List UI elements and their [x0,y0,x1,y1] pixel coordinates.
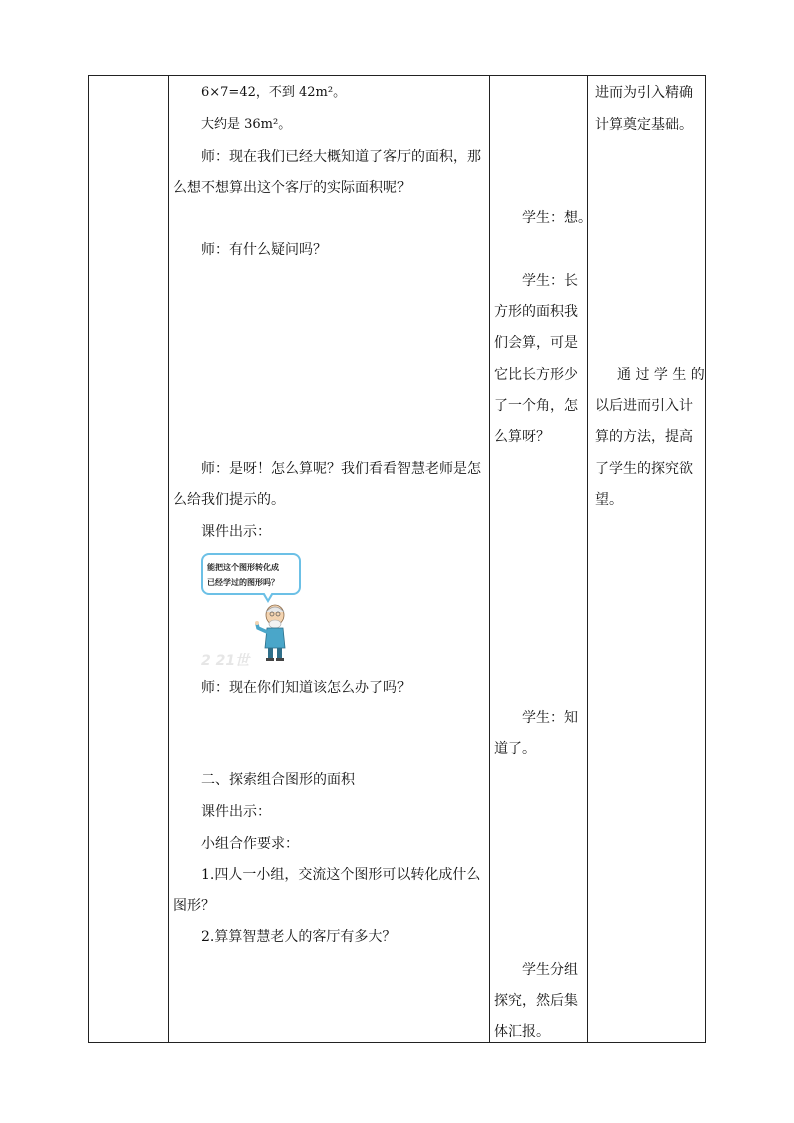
text-line: 学生分组 [522,962,578,978]
text-line: 探究，然后集 [494,993,578,1009]
text-line: 师：现在我们已经大概知道了客厅的面积，那 [201,149,481,165]
text-line: 图形？ [173,898,215,914]
speech-bubble [201,553,301,595]
text-line: 它比长方形少 [494,367,578,383]
text-line: 么算呀？ [494,429,550,445]
bubble-text: 能把这个图形转化成 [207,563,279,572]
text-line: 道了。 [494,741,536,757]
text-line: 了学生的探究欲 [595,461,693,477]
text-line: 师：现在你们知道该怎么办了吗？ [201,680,411,696]
watermark-text: 2 21世 [201,653,250,669]
text-line: 们会算，可是 [494,335,578,351]
text-line: 进而为引入精确 [595,85,693,101]
text-line: 小组合作要求： [201,836,299,852]
text-line: 2.算算智慧老人的客厅有多大？ [201,929,397,945]
section-heading: 二、探索组合图形的面积 [201,772,355,788]
text-line: 体汇报。 [494,1024,550,1040]
text-line: 学生：知 [522,710,578,726]
text-line: 学生：长 [522,273,578,289]
text-line: 课件出示： [201,804,271,820]
text-line: 课件出示： [201,524,271,540]
text-line: 算的方法，提高 [595,429,693,445]
text-line: 通 过 学 生 的 [617,367,705,383]
column-divider [489,76,490,1042]
speech-bubble-tail-inner [264,592,272,599]
bubble-text: 已经学过的图形吗？ [207,578,279,587]
text-line: 6×7=42，不到 42m²。 [201,85,347,100]
text-line: 师：有什么疑问吗？ [201,242,327,258]
text-line: 方形的面积我 [494,304,578,320]
text-line: 望。 [595,492,623,508]
text-line: 以后进而引入计 [595,398,693,414]
column-divider [168,76,169,1042]
text-line: 了一个角，怎 [494,398,578,414]
text-line: 么想不想算出这个客厅的实际面积呢？ [173,180,411,196]
text-line: 师：是呀！怎么算呢？我们看看智慧老师是怎 [201,461,481,477]
text-line: 学生：想。 [522,210,592,226]
text-line: 大约是 36m²。 [201,117,292,132]
text-line: 计算奠定基础。 [595,117,693,133]
text-line: 么给我们提示的。 [173,492,285,508]
text-line: 1.四人一小组，交流这个图形可以转化成什么 [201,867,481,883]
wise-old-man-icon [253,602,293,662]
